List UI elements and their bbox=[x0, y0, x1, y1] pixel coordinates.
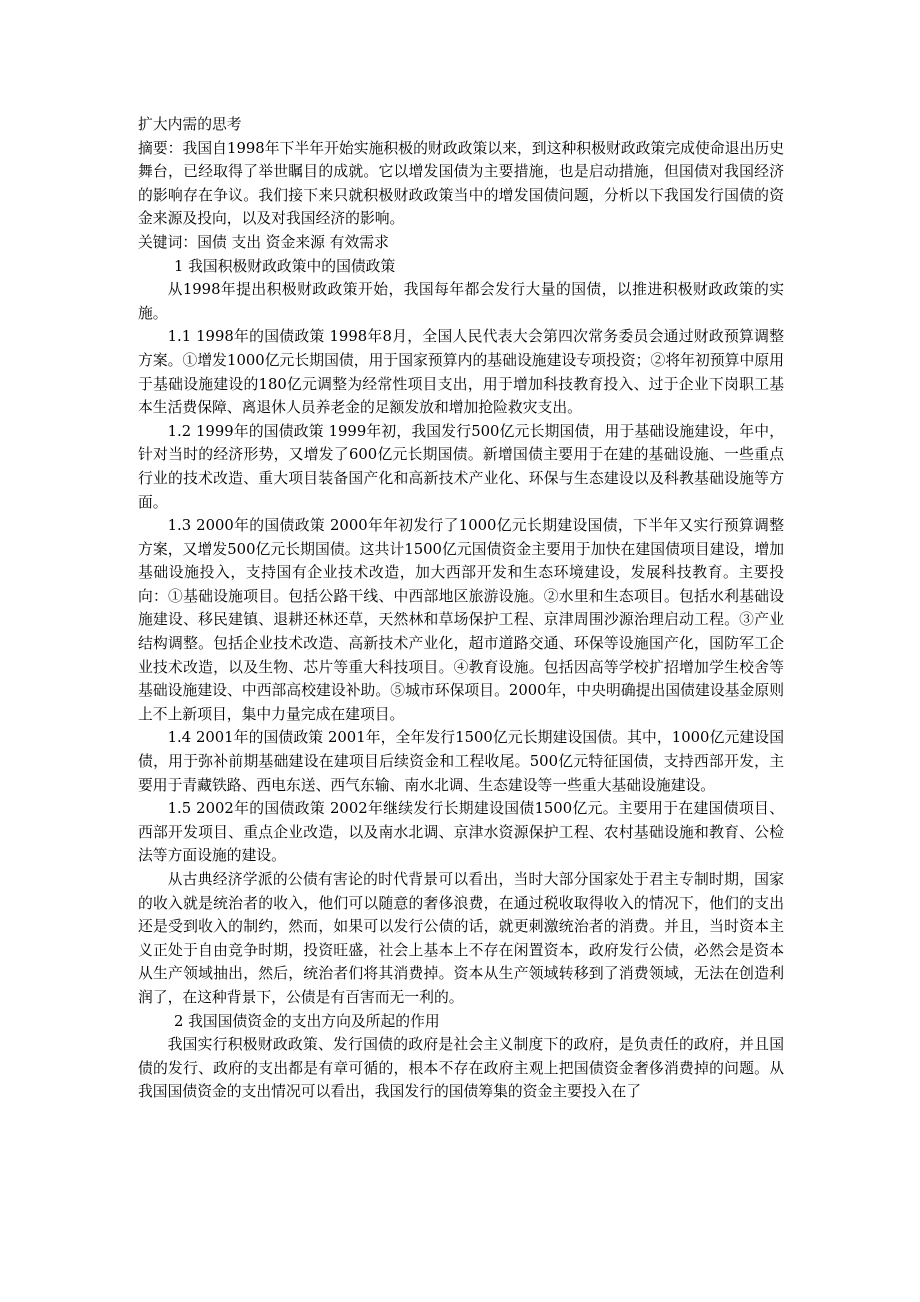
paragraph-1-4: 1.4 2001年的国债政策 2001年，全年发行1500亿元长期建设国债。其中，1000亿元建设国债，用于弥补前期基础建设在建项目后续资金和工程收尾。500亿元特征国债，支持西部开发，主要用于青藏铁路、西电东送、西气东输、南水北调、生态建设等一些重大基础设施建设。 bbox=[138, 729, 784, 794]
document-title: 扩大内需的思考 bbox=[138, 116, 242, 133]
document-body bbox=[138, 113, 784, 1104]
keywords-line: 关键词：国债 支出 资金来源 有效需求 bbox=[138, 233, 389, 251]
abstract-paragraph: 摘要：我国自1998年下半年开始实施积极的财政政策以来，到这种积极财政政策完成使命退出历史舞台，已经取得了举世瞩目的成就。它以增发国债为主要措施，也是启动措施，但国债对我国经济的影响存在争议。我们接下来只就积极财政政策当中的增发国债问题，分析以下我国发行国债的资金来源及投向，以及对我国经济的影响。 bbox=[138, 139, 784, 228]
section-1-heading: 1 我国积极财政政策中的国债政策 bbox=[174, 257, 396, 275]
section-2-heading: 2 我国国债资金的支出方向及所起的作用 bbox=[174, 1012, 440, 1030]
paragraph-classical-economics: 从古典经济学派的公债有害论的时代背景可以看出，当时大部分国家处于君主专制时期，国家的收入就是统治者的收入，他们可以随意的奢侈浪费，在通过税收取得收入的情况下，他们的支出还是受到收入的制约，然而，如果可以发行公债的话，就更刺激统治者的消费。并且，当时资本主义正处于自由竞争时期，投资旺盛，社会上基本上不存在闲置资本，政府发行公债，必然会是资本从生产领域抽出，然后，统治者们将其消费掉。资本从生产领域转移到了消费领域，无法在创造利润了，在这种背景下，公债是有百害而无一利的。 bbox=[138, 871, 784, 1006]
paragraph-1-5: 1.5 2002年的国债政策 2002年继续发行长期建设国债1500亿元。主要用于在建国债项目、西部开发项目、重点企业改造，以及南水北调、京津水资源保护工程、农村基础设施和教育、公检法等方面设施的建设。 bbox=[138, 800, 784, 865]
paragraph-2: 我国实行积极财政政策、发行国债的政府是社会主义制度下的政府，是负责任的政府，并且国债的发行、政府的支出都是有章可循的，根本不存在政府主观上把国债资金奢侈消费掉的问题。从我国国债资金的支出情况可以看出，我国发行的国债筹集的资金主要投入在了 bbox=[138, 1036, 784, 1101]
paragraph-1-2: 1.2 1999年的国债政策 1999年初，我国发行500亿元长期国债，用于基础设施建设，年中，针对当时的经济形势，又增发了600亿元长期国债。新增国债主要用于在建的基础设施、一些重点行业的技术改造、重大项目装备国产化和高新技术产业化、环保与生态建设以及科教基础设施等方面。 bbox=[138, 422, 784, 511]
paragraph-1-3: 1.3 2000年的国债政策 2000年年初发行了1000亿元长期建设国债，下半年又实行预算调整方案，又增发500亿元长期国债。这共计1500亿元国债资金主要用于加快在建国债项目建设，增加基础设施投入，支持国有企业技术改造，加大西部开发和生态环境建设，发展科技教育。主要投向：①基础设施项目。包括公路干线、中西部地区旅游设施。②水里和生态项目。包括水利基础设施建设、移民建镇、退耕还林还草，天然林和草场保护工程、京津周围沙源治理启动工程。③产业结构调整。包括企业技术改造、高新技术产业化，超市道路交通、环保等设施国产化，国防军工企业技术改造，以及生物、芯片等重大科技项目。④教育设施。包括因高等学校扩招增加学生校舍等基础设施建设、中西部高校建设补助。⑤城市环保项目。2000年，中央明确提出国债建设基金原则上不上新项目，集中力量完成在建项目。 bbox=[138, 517, 784, 723]
paragraph-1-1: 1.1 1998年的国债政策 1998年8月，全国人民代表大会第四次常务委员会通过财政预算调整方案。①增发1000亿元长期国债，用于国家预算内的基础设施建设专项投资；②将年初预算中原用于基础设施建设的180亿元调整为经常性项目支出，用于增加科技教育投入、过于企业下岗职工基本生活费保障、离退休人员养老金的足额发放和增加抢险救灾支出。 bbox=[138, 328, 784, 417]
paragraph-intro: 从1998年提出积极财政政策开始，我国每年都会发行大量的国债，以推进积极财政政策的实施。 bbox=[138, 281, 784, 322]
